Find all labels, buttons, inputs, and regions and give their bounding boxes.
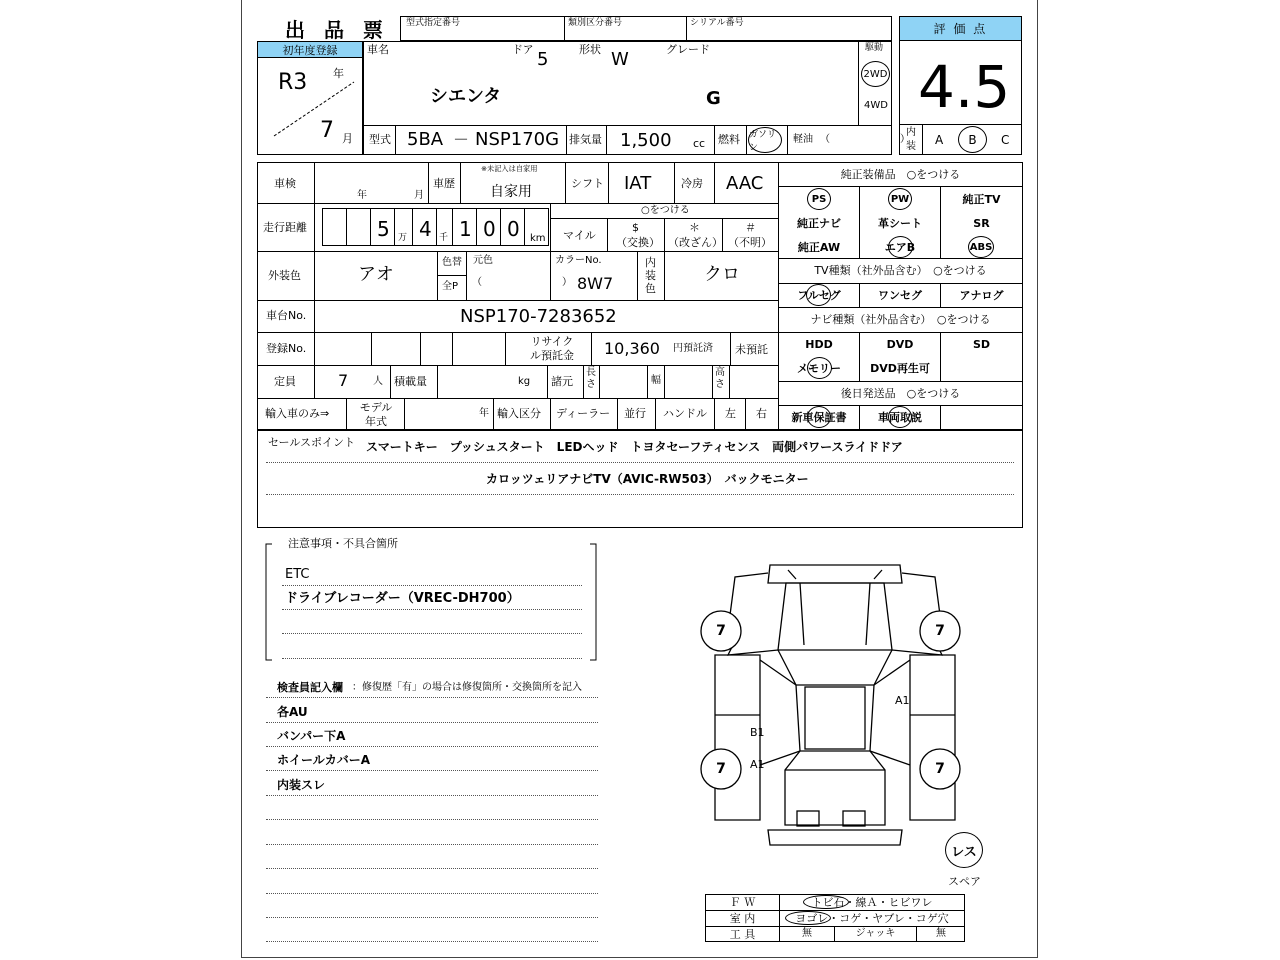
inspector-item-3: ホイールカバーA <box>277 753 371 767</box>
history-label: 車歴 <box>433 177 455 190</box>
dealer-option: ディーラー <box>556 407 611 420</box>
evaluation-score: 4.5 <box>918 53 1011 121</box>
navi-title: ナビ種類（社外品含む） ○をつける <box>810 313 991 326</box>
sales-points-line-2: カロッツェリアナビTV（AVIC-RW503） バックモニター <box>486 472 809 486</box>
interior-color-label: 内装色 <box>645 256 656 296</box>
later-warranty: 新車保証書 <box>791 411 847 424</box>
model-code: NSP170G <box>475 129 560 150</box>
height-label: 高さ <box>715 367 725 390</box>
shaken-label: 車検 <box>274 177 296 190</box>
color-change-label: 色替 <box>442 257 462 268</box>
type-designation-label: 型式指定番号 <box>406 18 461 28</box>
hash-sub: （不明） <box>728 236 772 249</box>
equipment-title: 純正装備品 ○をつける <box>840 168 961 181</box>
recycle-unit: 円預託済 <box>673 343 713 354</box>
color-no: 8W7 <box>577 274 614 293</box>
equip-oem-navi: 純正ナビ <box>797 217 841 230</box>
inspector-note: ：修復歴「有」の場合は修復箇所・交換箇所を記入 <box>352 682 582 693</box>
person-unit: 人 <box>373 376 383 387</box>
capacity-label: 定員 <box>274 375 296 388</box>
model-year-suffix: 年 <box>479 408 489 419</box>
interior-grade-c: C <box>1001 133 1010 147</box>
doors-label: ドア <box>512 43 534 56</box>
equip-ps-circled: PS <box>807 188 831 210</box>
year-unit: 年 <box>333 67 344 80</box>
jack-none: 無 <box>936 928 946 939</box>
dollar-option: $ <box>632 221 639 234</box>
parallel-option: 並行 <box>624 407 646 420</box>
damage-mark-a1-right: A1 <box>895 694 910 707</box>
displacement-label: 排気量 <box>569 133 602 146</box>
cc-unit: cc <box>693 137 706 150</box>
car-name: シエンタ <box>430 86 502 107</box>
displacement-value: 1,500 <box>620 130 672 151</box>
navi-hdd: HDD <box>805 338 833 351</box>
tv-title: TV種類（社外品含む） ○をつける <box>814 264 987 277</box>
category-label: 類別区分番号 <box>568 18 623 28</box>
equip-abs-circled: ABS <box>968 236 994 258</box>
serial-label: シリアル番号 <box>690 18 744 28</box>
month-unit: 月 <box>342 132 353 145</box>
recycle-amount: 10,360 <box>604 339 660 358</box>
length-label: 長さ <box>586 367 596 390</box>
registration-month: 7 <box>320 118 334 143</box>
tv-analog: アナログ <box>959 289 1004 302</box>
interior-grade-a: A <box>935 133 944 147</box>
mileage-digit-3: 1 <box>459 217 472 241</box>
tv-fullseg: フルセグ <box>797 289 841 302</box>
mark-note: ○をつける <box>641 205 690 216</box>
mileage-digit-5: 0 <box>507 217 520 241</box>
model-year-label: モデル年式 <box>359 401 393 428</box>
car-name-label: 車名 <box>367 43 389 56</box>
spare-label: スペア <box>948 875 981 888</box>
navi-memory: メモリー <box>797 362 841 375</box>
equip-oem-aw: 純正AW <box>797 241 841 254</box>
registration-slash <box>270 78 360 143</box>
history-note: ※未記入は自家用 <box>481 165 538 174</box>
sen-unit: 千 <box>439 233 449 243</box>
drive-label: 駆動 <box>865 43 884 53</box>
inspector-item-1: 各AU <box>277 705 308 719</box>
mileage-label: 走行距離 <box>263 221 307 234</box>
chassis-number: NSP170-7283652 <box>460 306 617 327</box>
fuel-gasoline-circled: ガソリン <box>748 127 782 153</box>
tools-label: 工 具 <box>729 928 756 941</box>
fw-label: Ｆ Ｗ <box>729 896 756 909</box>
navi-dvd: DVD <box>886 338 914 351</box>
star-option: ＊ <box>689 221 700 234</box>
room-yogore-circle <box>785 911 831 925</box>
note-item-2: ドライブレコーダー（VREC-DH700） <box>285 591 520 606</box>
model-prefix: 5BA <box>407 129 444 150</box>
history-value: 自家用 <box>490 184 532 200</box>
tire-depth-rr: 7 <box>935 761 945 777</box>
later-warranty-circle <box>807 406 831 428</box>
load-label: 積載量 <box>394 375 427 388</box>
mileage-digit-1: 5 <box>377 217 390 241</box>
fw-value: トビ石・線Ａ・ヒビワレ <box>811 896 933 909</box>
equip-pw-circled: PW <box>888 188 912 210</box>
registration-era: R3 <box>278 70 308 95</box>
equip-airbag: エアB <box>884 241 916 254</box>
damage-mark-a1-left: A1 <box>750 758 765 771</box>
hash-option: ＃ <box>745 221 756 234</box>
capacity-value: 7 <box>338 371 349 390</box>
km-unit: km <box>530 233 546 244</box>
shaken-year-unit: 年 <box>357 190 367 201</box>
handle-right: 右 <box>756 407 767 420</box>
man-unit: 万 <box>398 233 408 243</box>
mile-option: マイル <box>563 229 596 242</box>
damage-mark-b1: B1 <box>750 726 765 739</box>
dollar-sub: （交換） <box>616 236 660 249</box>
model-dash: － <box>453 130 470 149</box>
id-number-box <box>400 16 892 41</box>
later-title: 後日発送品 ○をつける <box>840 387 961 400</box>
import-label: 輸入車のみ⇒ <box>265 407 330 420</box>
inspector-item-4: 内装スレ <box>277 778 326 792</box>
equip-oem-tv: 純正TV <box>962 193 1001 206</box>
navi-dvd-play: DVD再生可 <box>870 362 930 375</box>
kg-unit: kg <box>518 376 531 387</box>
shaken-month-unit: 月 <box>414 190 424 201</box>
navi-sd: SD <box>972 338 991 351</box>
navi-memory-circle <box>807 357 832 379</box>
interior-grade-b-circled: B <box>958 126 987 153</box>
room-value: ヨゴレ・コゲ・ヤブレ・コゲ穴 <box>795 912 949 925</box>
import-type-label: 輸入区分 <box>497 407 541 420</box>
tire-depth-fr: 7 <box>935 623 945 639</box>
reg-no-label: 登録No. <box>266 342 307 355</box>
model-label: 型式 <box>369 133 391 146</box>
full-paint-label: 全P <box>442 281 459 292</box>
equip-sr: SR <box>973 217 990 230</box>
mileage-digit-4: 0 <box>483 217 496 241</box>
original-color-label: 元色 <box>473 255 493 266</box>
dims-label: 諸元 <box>551 375 573 388</box>
note-item-1: ETC <box>285 567 310 582</box>
room-label: 室 内 <box>729 912 756 925</box>
inspector-label: 検査員記入欄 <box>277 681 343 694</box>
recycle-pending: 未預託 <box>735 343 768 356</box>
width-label: 幅 <box>651 375 661 386</box>
original-color-paren: （ ） <box>472 277 572 288</box>
star-sub: （改ざん） <box>668 236 723 249</box>
exterior-color-label: 外装色 <box>268 269 301 282</box>
fw-tobiishi-circle <box>803 895 849 909</box>
drive-2wd-circled: 2WD <box>861 61 890 87</box>
interior-color: クロ <box>704 264 740 285</box>
chassis-label: 車台No. <box>266 309 307 322</box>
tire-depth-fl: 7 <box>716 623 726 639</box>
car-grade: G <box>706 88 721 109</box>
equip-leather: 革シート <box>878 217 922 230</box>
tools-none: 無 <box>802 928 812 939</box>
later-manual: 車両取説 <box>878 411 922 424</box>
tv-oneseg: ワンセグ <box>878 289 922 302</box>
exterior-color: アオ <box>358 264 394 285</box>
fuel-diesel: 軽油 <box>793 134 813 145</box>
drive-4wd: 4WD <box>864 100 888 111</box>
fuel-paren: （ ） <box>820 134 910 145</box>
ac-label: 冷房 <box>681 177 703 190</box>
sales-points-line-1: スマートキー プッシュスタート LEDヘッド トヨタセーフティセンス 両側パワースライドドア <box>366 440 903 454</box>
shape-value: W <box>611 49 629 70</box>
sales-points-label: セールスポイント <box>268 436 356 449</box>
car-damage-diagram <box>700 555 970 850</box>
evaluation-label: 評 価 点 <box>900 17 1021 41</box>
doors-value: 5 <box>537 49 549 70</box>
grade-label: グレード <box>666 43 710 56</box>
spare-tire-circle: レス <box>945 832 983 868</box>
notes-label: 注意事項・不具合箇所 <box>285 538 401 549</box>
tire-depth-rl: 7 <box>716 761 726 777</box>
inspector-item-2: バンパー下A <box>277 729 346 743</box>
handle-label: ハンドル <box>663 407 707 420</box>
ac-value: AAC <box>726 173 764 194</box>
shift-label: シフト <box>571 177 604 190</box>
shape-label: 形状 <box>579 43 601 56</box>
tv-fullseg-circle <box>806 284 831 306</box>
handle-left: 左 <box>725 407 736 420</box>
equip-airbag-circle <box>888 236 913 258</box>
later-manual-circle <box>888 406 912 428</box>
jack-label: ジャッキ <box>855 928 896 939</box>
fuel-label: 燃料 <box>718 133 740 146</box>
mileage-digit-2: 4 <box>419 217 432 241</box>
shift-value: IAT <box>624 173 652 194</box>
recycle-label: リサイクル預託金 <box>530 335 574 362</box>
sheet-title: 出 品 票 <box>285 18 389 42</box>
color-no-label: カラーNo. <box>555 255 602 266</box>
interior-label: 内装 <box>906 127 916 152</box>
first-registration-label: 初年度登録 <box>258 42 362 58</box>
